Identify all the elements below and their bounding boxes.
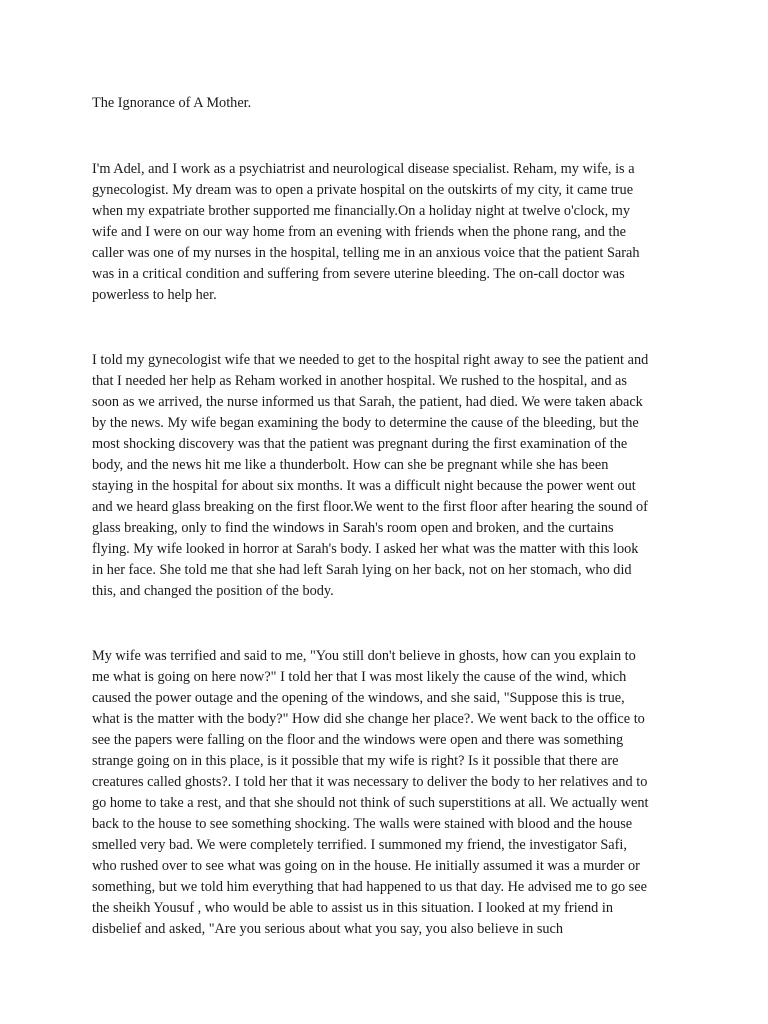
- paragraph-3-line-14: disbelief and asked, "Are you serious about what you say, you also believe in such: [92, 921, 564, 937]
- paragraph-2-line-3: soon as we arrived, the nurse informed us that Sarah, the patient, had died. We were taken aback: [92, 394, 643, 410]
- paragraph-3-line-3: caused the power outage and the opening of the windows, and she said, "Suppose this is true,: [92, 690, 625, 706]
- paragraph-2-line-12: this, and changed the position of the body.: [92, 583, 334, 599]
- paragraph-1-line-7: powerless to help her.: [92, 287, 217, 303]
- paragraph-2-line-11: in her face. She told me that she had left Sarah lying on her back, not on her stomach, who did: [92, 562, 632, 578]
- paragraph-1-line-6: was in a critical condition and suffering from severe uterine bleeding. The on-call doctor was: [92, 266, 625, 282]
- paragraph-1-line-4: wife and I were on our way home from an evening with friends when the phone rang, and the: [92, 224, 626, 240]
- paragraph-3-line-6: strange going on in this place, is it possible that my wife is right? Is it possible that there are: [92, 753, 619, 769]
- paragraph-3-line-12: something, but we told him everything that had happened to us that day. He advised me to go see: [92, 879, 647, 895]
- paragraph-2-line-7: staying in the hospital for about six months. It was a difficult night because the power went out: [92, 478, 636, 494]
- paragraph-1-line-5: caller was one of my nurses in the hospital, telling me in an anxious voice that the patient Sarah: [92, 245, 640, 261]
- paragraph-1-line-3: when my expatriate brother supported me financially.On a holiday night at twelve o'clock, my: [92, 203, 631, 219]
- paragraph-3-line-1: My wife was terrified and said to me, "You still don't believe in ghosts, how can you explain to: [92, 648, 636, 664]
- paragraph-3-line-7: creatures called ghosts?. I told her that it was necessary to deliver the body to her relatives and to: [92, 774, 648, 790]
- paragraph-3-line-11: who rushed over to see what was going on in the house. He initially assumed it was a murder or: [92, 858, 640, 874]
- paragraph-2-line-2: that I needed her help as Reham worked in another hospital. We rushed to the hospital, and as: [92, 373, 627, 389]
- paragraph-1-line-1: I'm Adel, and I work as a psychiatrist and neurological disease specialist. Reham, my wife, is a: [92, 161, 635, 177]
- paragraph-2-line-6: body, and the news hit me like a thunderbolt. How can she be pregnant while she has been: [92, 457, 609, 473]
- document-title: The Ignorance of A Mother.: [92, 95, 252, 111]
- paragraph-2-line-8: and we heard glass breaking on the first floor.We went to the first floor after hearing the sound of: [92, 499, 648, 515]
- paragraph-3-line-2: me what is going on here now?" I told her that I was most likely the cause of the wind, which: [92, 669, 627, 685]
- paragraph-3-line-5: see the papers were falling on the floor and the windows were open and there was something: [92, 732, 624, 748]
- paragraph-2-line-9: glass breaking, only to find the windows in Sarah's room open and broken, and the curtains: [92, 520, 614, 536]
- paragraph-2-line-4: by the news. My wife began examining the body to determine the cause of the bleeding, but the: [92, 415, 639, 431]
- paragraph-2-line-1: I told my gynecologist wife that we needed to get to the hospital right away to see the patient and: [92, 352, 649, 368]
- paragraph-3-line-10: smelled very bad. We were completely terrified. I summoned my friend, the investigator Safi,: [92, 837, 627, 853]
- paragraph-2-line-5: most shocking discovery was that the patient was pregnant during the first examination of the: [92, 436, 628, 452]
- paragraph-3-line-13: the sheikh Yousuf , who would be able to assist us in this situation. I looked at my friend in: [92, 900, 614, 916]
- paragraph-3-line-9: back to the house to see something shocking. The walls were stained with blood and the house: [92, 816, 633, 832]
- paragraph-1-line-2: gynecologist. My dream was to open a private hospital on the outskirts of my city, it came true: [92, 182, 634, 198]
- paragraph-3-line-8: go home to take a rest, and that she should not think of such superstitions at all. We actually went: [92, 795, 649, 811]
- paragraph-3-line-4: what is the matter with the body?" How did she change her place?. We went back to the office to: [92, 711, 645, 727]
- paragraph-2-line-10: flying. My wife looked in horror at Sarah's body. I asked her what was the matter with this look: [92, 541, 639, 557]
